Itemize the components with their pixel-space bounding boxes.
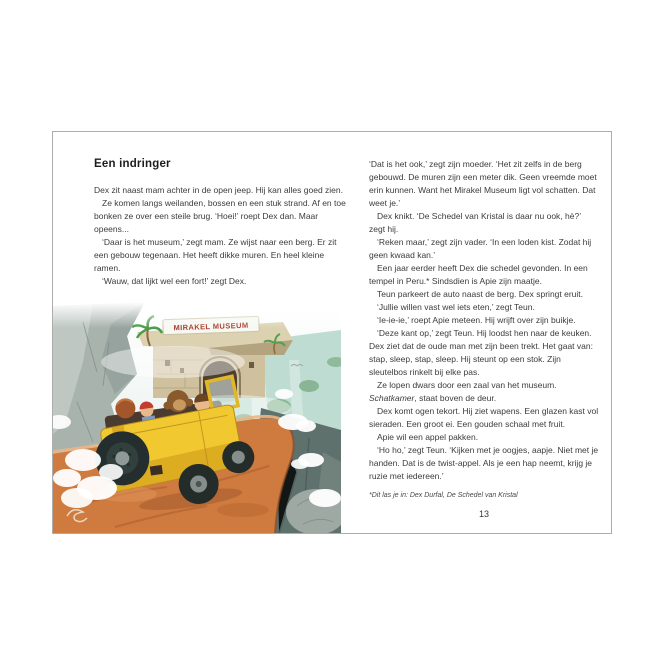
paragraph: Dex knikt. ‘De Schedel van Kristal is daar nu ook, hè?’ zegt hij.	[369, 211, 581, 234]
paragraph: Teun parkeert de auto naast de berg. Dex springt eruit.	[377, 289, 584, 299]
paragraph: Dex zit naast mam achter in de open jeep. Hij kan alles goed zien.	[94, 185, 343, 195]
top-fade	[53, 302, 341, 328]
paragraph: Apie wil een appel pakken.	[377, 432, 479, 442]
mist	[101, 346, 245, 378]
paragraph: ‘Ie-ie-ie,’ roept Apie meteen. Hij wrijft over zijn buikje.	[377, 315, 576, 325]
sentence-post: , staat boven de deur.	[414, 393, 497, 403]
book-page	[52, 131, 612, 534]
paragraph: ‘Reken maar,’ zegt zijn vader. ‘In een loden kist. Zodat hij geen kwaad kan.’	[369, 237, 592, 260]
rear-plate	[150, 465, 163, 476]
page-number: 13	[478, 509, 489, 519]
left-text-column	[94, 158, 346, 288]
footnote-prefix: *Dit las je in:	[369, 492, 410, 499]
footnote-book-title: Dex Durfal, De Schedel van Kristal	[409, 492, 518, 499]
sentence-pre: Ze lopen dwars door een zaal van het museum.	[377, 380, 557, 390]
paragraph-with-italic	[369, 379, 599, 405]
chapter-title: Een indringer	[94, 158, 171, 170]
tiny-window	[249, 362, 254, 368]
jeep-cliff-illustration	[53, 302, 341, 534]
room-name-italic: Schatkamer	[369, 393, 415, 403]
paragraph: ‘Dat is het ook,’ zegt zijn moeder. ‘Het zit zelfs in de berg gebouwd. De muren zijn een meter dik. Geen vreemde moet erin kunnen. Want het Mirakel Museum ligt vol schatten. Dat weet je.’	[369, 159, 597, 208]
right-text-column	[369, 158, 599, 519]
paragraph: ‘Wauw, dat lijkt wel een fort!’ zegt Dex.	[102, 276, 247, 286]
paragraph: ‘Daar is het museum,’ zegt mam. Ze wijst naar een berg. Er zit een gebouw tegenaan. Het heeft dikke muren. En heel kleine ramen.	[94, 237, 337, 273]
paragraph: Ze komen langs weilanden, bossen en een stuk strand. Af en toe bonken ze over een steile brug. ‘Hoei!’ roept Dex dan. Maar opeens...	[94, 198, 346, 234]
paragraph: Een jaar eerder heeft Dex die schedel gevonden. In een tempel in Peru.* Sindsdien is Apie zijn maatje.	[369, 263, 588, 286]
paragraph: Dex komt ogen tekort. Hij ziet wapens. Een glazen kast vol sieraden. Een groot ei. Een gouden schaal met fruit.	[369, 406, 599, 429]
footnote	[369, 491, 599, 500]
paragraph: ‘Jullie willen vast wel iets eten,’ zegt Teun.	[377, 302, 535, 312]
paragraph: ‘Ho ho,’ zegt Teun. ‘Kijken met je oogjes, aapje. Niet met je handen. Dat is de twist-appel. Als je een hap neemt, krijg je ruzie met iedereen.’	[369, 445, 599, 481]
paragraph: ‘Deze kant op,’ zegt Teun. Hij loodst hen naar de keuken. Dex ziet dat de oude man met zijn been trekt. Het gaat van: stap, sleep, stap, sleep. Hij steunt op een stok. Zijn sleutelbos rinkelt bij elke pas.	[369, 328, 593, 377]
